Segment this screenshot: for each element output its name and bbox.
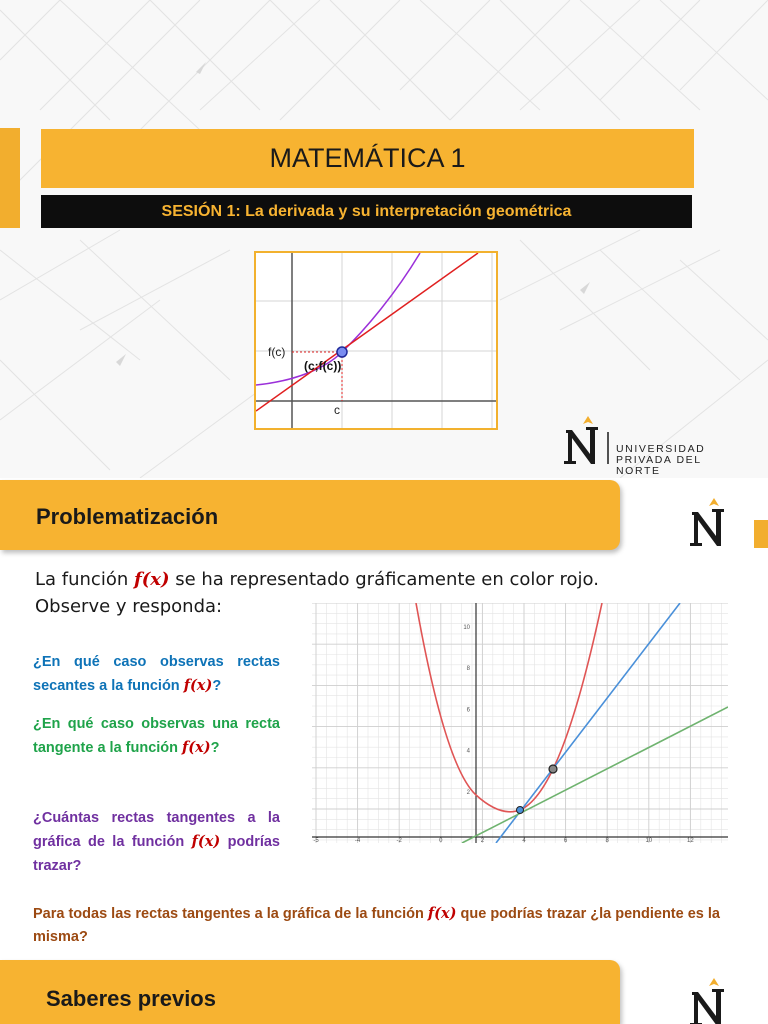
university-name-line1: UNIVERSIDAD (616, 443, 706, 455)
x-tick-label: 4 (522, 838, 526, 843)
tangent-illustration (254, 251, 498, 430)
section-ribbon (0, 960, 620, 1024)
course-title: MATEMÁTICA 1 (269, 143, 466, 173)
section-heading: Problematización (36, 504, 219, 529)
x-tick-label: 2 (480, 838, 485, 843)
tangency-point (337, 347, 347, 357)
x-tick-label: 0 (439, 838, 443, 843)
question-tangent-end: ? (210, 740, 220, 756)
y-tick-label: 2 (466, 789, 470, 796)
x-tick-label: -2 (396, 838, 402, 843)
tangent-illustration-svg (256, 253, 496, 428)
question-slope-end: que podrías trazar ¿la pendiente es la misma? (33, 906, 720, 945)
point-label: (c;f(c)) (304, 359, 342, 373)
right-accent-bar (754, 520, 768, 548)
university-logo (562, 416, 722, 477)
question-secants-end: ? (212, 678, 222, 694)
n-logo-icon (690, 978, 732, 1024)
question-tangent (33, 712, 280, 760)
x-tick-label: -4 (354, 838, 361, 843)
parabola-curve (416, 603, 602, 812)
function-symbol: f(x) (427, 905, 457, 922)
x-tick-label: 8 (605, 838, 609, 843)
question-secants-text: ¿En qué caso observas rectas secantes a la función (33, 654, 280, 694)
university-name (616, 444, 722, 477)
y-tick-label: 10 (463, 625, 470, 631)
question-tangent-text: ¿En qué caso observas una recta tangente a la función (33, 716, 280, 756)
university-name-line2: PRIVADA DEL NORTE (616, 454, 702, 477)
title-banner (41, 129, 694, 188)
function-symbol: f(x) (191, 833, 221, 850)
intro-post: se ha representado gráficamente en color rojo. Observe y responda: (35, 569, 599, 617)
section-ribbon (0, 480, 620, 550)
x-tick-label: -5 (313, 838, 319, 843)
n-logo-icon (562, 416, 612, 468)
n-logo-icon (690, 498, 732, 550)
y-tick-label: 4 (466, 748, 470, 755)
x-tick-label: 10 (645, 838, 653, 843)
y-tick-label: 8 (466, 666, 470, 673)
function-graph (312, 603, 728, 843)
tangent-line-green (462, 707, 728, 843)
question-slope-text: Para todas las rectas tangentes a la gráfica de la función (33, 906, 428, 922)
point-secant (549, 765, 557, 773)
question-count-text: ¿Cuántas rectas tangentes a la gráfica de la función (33, 810, 280, 850)
prior-knowledge-slide (0, 956, 768, 1024)
intro-pre: La función (35, 569, 134, 590)
function-symbol: f(x) (182, 739, 211, 756)
problem-slide (0, 478, 768, 956)
c-label: c (334, 403, 340, 417)
function-symbol: f(x) (183, 677, 213, 694)
question-secants (33, 650, 280, 698)
x-tick-label: 12 (687, 838, 694, 843)
point-tangency (517, 807, 524, 814)
x-tick-label: 6 (563, 838, 568, 843)
left-accent-bar (0, 128, 20, 228)
function-symbol: f(x) (133, 569, 170, 590)
y-tick-label: 6 (466, 707, 470, 714)
question-count-end: podrías trazar? (33, 834, 280, 874)
question-slope (33, 902, 733, 949)
tangent-line (256, 253, 478, 411)
fc-label: f(c) (268, 345, 286, 359)
question-count (33, 806, 280, 878)
section-heading: Saberes previos (46, 986, 216, 1011)
title-slide (0, 0, 768, 478)
subtitle-banner (41, 195, 692, 228)
session-title: SESIÓN 1: La derivada y su interpretación geométrica (161, 202, 572, 220)
